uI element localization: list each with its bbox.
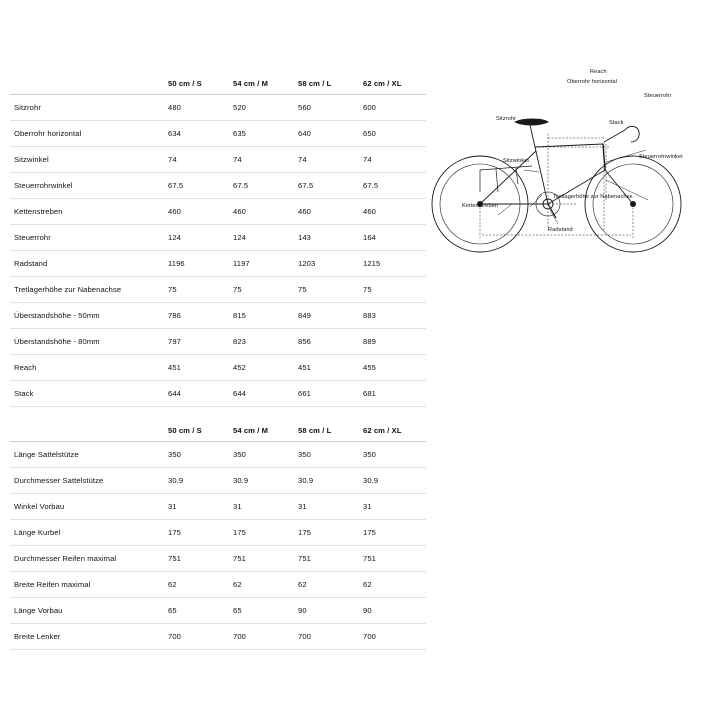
seatpost (530, 125, 535, 147)
row-label: Breite Reifen maximal (10, 572, 166, 598)
row-value: 67.5 (166, 173, 231, 199)
row-value: 62 (166, 572, 231, 598)
row-value: 30.9 (361, 468, 426, 494)
row-value: 90 (296, 598, 361, 624)
row-label: Länge Vorbau (10, 598, 166, 624)
row-value: 350 (361, 442, 426, 468)
row-value: 797 (166, 329, 231, 355)
diagram-label-oberrohr-horizontal: Oberrohr horizontal (567, 79, 618, 85)
diagram-label-sitzwinkel: Sitzwinkel (503, 158, 529, 164)
row-value: 31 (166, 494, 231, 520)
row-value: 350 (231, 442, 296, 468)
table-row (10, 598, 426, 624)
row-value: 67.5 (296, 173, 361, 199)
row-value: 67.5 (231, 173, 296, 199)
table-row (10, 225, 426, 251)
row-label: Breite Lenker (10, 624, 166, 650)
diagram-label-steuerrohr: Steuerrohr (644, 93, 672, 99)
row-value: 751 (361, 546, 426, 572)
row-value: 62 (361, 572, 426, 598)
row-value: 350 (166, 442, 231, 468)
row-value: 786 (166, 303, 231, 329)
diagram-label-radstand: Radstand (548, 227, 573, 233)
row-value: 460 (296, 199, 361, 225)
leader-kettenstreben (498, 204, 512, 215)
row-value: 889 (361, 329, 426, 355)
table-row (10, 355, 426, 381)
diagram-label-kettenstreben: Kettenstreben (462, 203, 499, 209)
header-size-1: 54 cm / M (231, 72, 296, 95)
header-size-1: 54 cm / M (231, 419, 296, 442)
row-label: Kettenstreben (10, 199, 166, 225)
diagram-label-tretlagerhoehe: Tretlagerhöhe zur Nabenachse (553, 194, 633, 200)
row-label: Länge Sattelstütze (10, 442, 166, 468)
row-label: Steuerrohrwinkel (10, 173, 166, 199)
row-value: 634 (166, 121, 231, 147)
row-label: Reach (10, 355, 166, 381)
table-row (10, 147, 426, 173)
header-empty (10, 72, 166, 95)
row-value: 700 (296, 624, 361, 650)
row-value: 700 (361, 624, 426, 650)
row-value: 31 (296, 494, 361, 520)
table-row (10, 173, 426, 199)
row-value: 661 (296, 381, 361, 407)
table-row (10, 624, 426, 650)
table-row (10, 468, 426, 494)
row-value: 74 (166, 147, 231, 173)
bike-geometry-diagram (420, 52, 716, 258)
row-value: 455 (361, 355, 426, 381)
row-value: 164 (361, 225, 426, 251)
diagram-label-sitzrohr: Sitzrohr (496, 116, 517, 122)
row-label: Überstandshöhe - 50mm (10, 303, 166, 329)
geometry-table (10, 72, 426, 407)
header-size-0: 50 cm / S (166, 72, 231, 95)
row-value: 74 (361, 147, 426, 173)
table-row (10, 520, 426, 546)
row-value: 460 (361, 199, 426, 225)
row-value: 67.5 (361, 173, 426, 199)
row-label: Oberrohr horizontal (10, 121, 166, 147)
row-value: 635 (231, 121, 296, 147)
row-value: 74 (231, 147, 296, 173)
row-value: 883 (361, 303, 426, 329)
row-value: 823 (231, 329, 296, 355)
row-value: 650 (361, 121, 426, 147)
row-value: 560 (296, 95, 361, 121)
row-label: Steuerrohr (10, 225, 166, 251)
row-value: 520 (231, 95, 296, 121)
row-value: 451 (296, 355, 361, 381)
diagram-label-steuerrohrwinkel: Steuerrohrwinkel (639, 154, 683, 160)
diagram-label-stack: Stack (609, 120, 624, 126)
row-label: Sitzrohr (10, 95, 166, 121)
row-value: 751 (166, 546, 231, 572)
table-row (10, 329, 426, 355)
stem (604, 130, 625, 142)
diagram-label-reach: Reach (590, 69, 607, 75)
header-size-3: 62 cm / XL (361, 419, 426, 442)
row-value: 75 (296, 277, 361, 303)
row-value: 452 (231, 355, 296, 381)
row-value: 30.9 (166, 468, 231, 494)
row-value: 1203 (296, 251, 361, 277)
components-table (10, 419, 426, 650)
row-value: 644 (231, 381, 296, 407)
row-value: 856 (296, 329, 361, 355)
row-value: 175 (166, 520, 231, 546)
row-label: Länge Kurbel (10, 520, 166, 546)
row-value: 751 (296, 546, 361, 572)
row-value: 751 (231, 546, 296, 572)
row-value: 74 (296, 147, 361, 173)
row-label: Überstandshöhe - 80mm (10, 329, 166, 355)
table-header-row (10, 72, 426, 95)
row-value: 460 (166, 199, 231, 225)
row-value: 700 (231, 624, 296, 650)
row-label: Durchmesser Sattelstütze (10, 468, 166, 494)
row-value: 640 (296, 121, 361, 147)
row-value: 65 (166, 598, 231, 624)
row-value: 644 (166, 381, 231, 407)
table-row (10, 494, 426, 520)
table-row (10, 121, 426, 147)
row-value: 849 (296, 303, 361, 329)
table-row (10, 546, 426, 572)
row-value: 31 (361, 494, 426, 520)
row-label: Durchmesser Reifen maximal (10, 546, 166, 572)
row-value: 1215 (361, 251, 426, 277)
row-value: 700 (166, 624, 231, 650)
leader-sitzrohr (524, 170, 539, 172)
row-value: 30.9 (231, 468, 296, 494)
row-value: 75 (231, 277, 296, 303)
row-value: 350 (296, 442, 361, 468)
saddle (515, 119, 548, 125)
table-row (10, 442, 426, 468)
table-header-row (10, 419, 426, 442)
row-value: 90 (361, 598, 426, 624)
row-value: 75 (361, 277, 426, 303)
row-value: 451 (166, 355, 231, 381)
row-label: Radstand (10, 251, 166, 277)
row-value: 1196 (166, 251, 231, 277)
header-empty (10, 419, 166, 442)
row-value: 124 (231, 225, 296, 251)
row-label: Tretlagerhöhe zur Nabenachse (10, 277, 166, 303)
top-tube (535, 144, 603, 147)
header-size-2: 58 cm / L (296, 419, 361, 442)
row-label: Winkel Vorbau (10, 494, 166, 520)
table-row (10, 572, 426, 598)
header-size-0: 50 cm / S (166, 419, 231, 442)
tables-container (10, 72, 414, 650)
handlebar (625, 126, 639, 142)
header-size-3: 62 cm / XL (361, 72, 426, 95)
row-value: 143 (296, 225, 361, 251)
row-value: 75 (166, 277, 231, 303)
row-value: 480 (166, 95, 231, 121)
row-value: 815 (231, 303, 296, 329)
header-size-2: 58 cm / L (296, 72, 361, 95)
row-value: 175 (361, 520, 426, 546)
row-value: 124 (166, 225, 231, 251)
row-value: 62 (296, 572, 361, 598)
row-label: Sitzwinkel (10, 147, 166, 173)
row-value: 65 (231, 598, 296, 624)
row-value: 175 (231, 520, 296, 546)
row-value: 175 (296, 520, 361, 546)
row-value: 31 (231, 494, 296, 520)
row-value: 460 (231, 199, 296, 225)
table-row (10, 251, 426, 277)
row-value: 600 (361, 95, 426, 121)
row-label: Stack (10, 381, 166, 407)
row-value: 681 (361, 381, 426, 407)
table-row (10, 199, 426, 225)
table-row (10, 303, 426, 329)
row-value: 62 (231, 572, 296, 598)
table-row (10, 95, 426, 121)
table-row (10, 381, 426, 407)
row-value: 1197 (231, 251, 296, 277)
table-row (10, 277, 426, 303)
row-value: 30.9 (296, 468, 361, 494)
